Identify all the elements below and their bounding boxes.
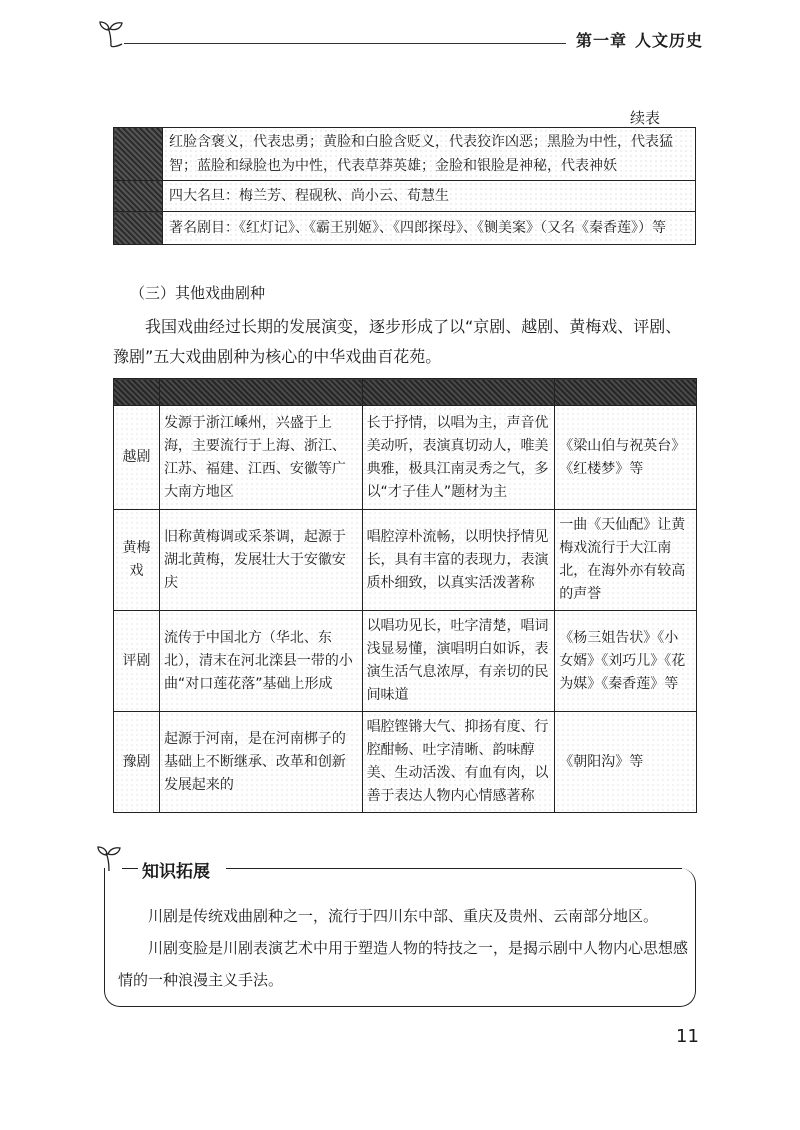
header-rule [124, 43, 566, 44]
genre-name: 评剧 [114, 611, 160, 712]
table-row [114, 406, 697, 510]
header-cell-origin [159, 379, 362, 406]
chapter-title: 人文历史 [635, 31, 704, 50]
table-row [114, 712, 697, 813]
genre-works: 一曲《天仙配》让黄梅戏流行于大江南北，在海外亦有较高的声誉 [555, 510, 697, 611]
table-header-row [114, 379, 697, 406]
genre-origin: 发源于浙江嵊州，兴盛于上海，主要流行于上海、浙江、江苏、福建、江西、安徽等广大南方地区 [159, 406, 362, 510]
famous-plays-cell: 著名剧目：《红灯记》、《霸王别姬》、《四郎探母》、《铡美案》（又名《秦香莲》）等 [163, 212, 696, 245]
genre-origin: 旧称黄梅调或采茶调，起源于湖北黄梅，发展壮大于安徽安庆 [159, 510, 362, 611]
row-label-cell [114, 181, 163, 212]
genre-feature: 长于抒情，以唱为主，声音优美动听，表演真切动人，唯美典雅，极具江南灵秀之气，多以“才子佳人”题材为主 [362, 406, 555, 510]
table-row [114, 611, 697, 712]
continued-label: 续表 [630, 109, 661, 127]
genre-name: 越剧 [114, 406, 160, 510]
genre-origin: 起源于河南，是在河南梆子的基础上不断继承、改革和创新发展起来的 [159, 712, 362, 813]
genre-feature: 以唱功见长，吐字清楚，唱词浅显易懂，演唱明白如诉，表演生活气息浓厚，有亲切的民间味道 [362, 611, 555, 712]
genre-works: 《梁山伯与祝英台》《红楼梦》等 [555, 406, 697, 510]
knowledge-text [118, 900, 688, 996]
header-cell-genre [114, 379, 160, 406]
row-label-cell [114, 128, 163, 181]
running-header [568, 28, 703, 51]
table-row [114, 510, 697, 611]
knowledge-title: 知识拓展 [142, 862, 210, 882]
header-cell-feature [362, 379, 555, 406]
sprout-icon [98, 20, 124, 48]
genre-name: 黄梅戏 [114, 510, 160, 611]
facial-makeup-cell: 红脸含褒义，代表忠勇；黄脸和白脸含贬义，代表狡诈凶恶；黑脸为中性，代表猛智；蓝脸和绿脸也为中性，代表草莽英雄；金脸和银脸是神秘，代表神妖 [163, 128, 696, 181]
genre-works: 《杨三姐告状》《小女婿》《刘巧儿》《花为媒》《秦香莲》等 [555, 611, 697, 712]
famous-actors-cell: 四大名旦：梅兰芳、程砚秋、尚小云、荀慧生 [163, 181, 696, 212]
table-row [114, 181, 696, 212]
chapter-label: 第一章 [576, 31, 628, 50]
section-subheading: （三）其他戏曲剧种 [130, 284, 266, 302]
page-number: 11 [676, 1026, 699, 1047]
genre-name: 豫剧 [114, 712, 160, 813]
knowledge-paragraph: 川剧变脸是川剧表演艺术中用于塑造人物的特技之一，是揭示剧中人物内心思想感情的一种浪漫主义手法。 [118, 939, 689, 989]
genre-works: 《朝阳沟》等 [555, 712, 697, 813]
opera-genres-table [113, 378, 697, 813]
table-row [114, 212, 696, 245]
genre-feature: 唱腔淳朴流畅，以明快抒情见长，具有丰富的表现力，表演质朴细致，以真实活泼著称 [362, 510, 555, 611]
genre-feature: 唱腔铿锵大气、抑扬有度、行腔酣畅、吐字清晰、韵味醇美、生动活泼、有血有肉，以善于表达人物内心情感著称 [362, 712, 555, 813]
opera-table-continued [113, 127, 696, 245]
section-paragraph: 我国戏曲经过长期的发展演变，逐步形成了以“京剧、越剧、黄梅戏、评剧、豫剧”五大戏曲剧种为核心的中华戏曲百花苑。 [113, 317, 682, 366]
table-row [114, 128, 696, 181]
genre-origin: 流传于中国北方（华北、东北），清末在河北滦县一带的小曲“对口莲花落”基础上形成 [159, 611, 362, 712]
knowledge-paragraph: 川剧是传统戏曲剧种之一，流行于四川东中部、重庆及贵州、云南部分地区。 [148, 907, 659, 925]
header-cell-works [555, 379, 697, 406]
row-label-cell [114, 212, 163, 245]
